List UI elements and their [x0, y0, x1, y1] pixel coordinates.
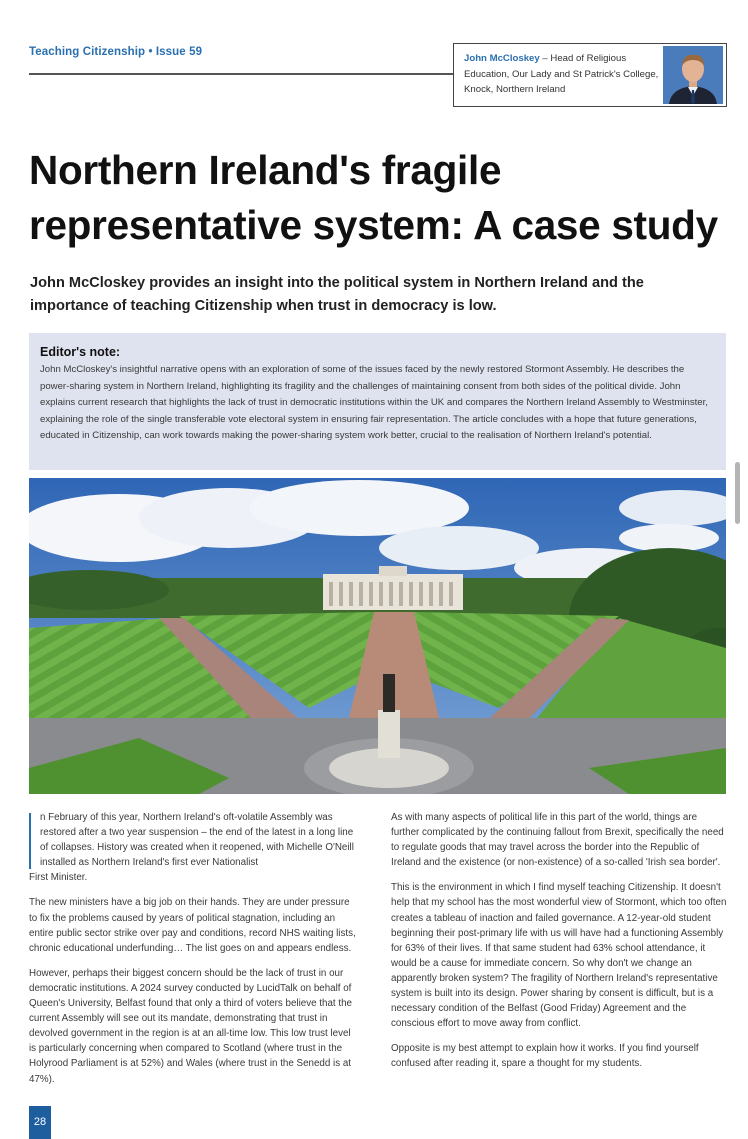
body-paragraph: However, perhaps their biggest concern should be the lack of trust in our democratic institutions. A 2024 survey conducted by LucidTalk on behalf of Queen's University, Belfast found that only a third of voters believe that the current Assembly will see out its mandate, demonstrating that trust in devolved government in the region is at an all-time low. This low trust level is particularly concerning when compared to Scotland (where trust in the Holyrood Parliament is at 52%) and Wales (where trust in the Senedd is at 47%). — [29, 967, 352, 1085]
author-box — [453, 43, 727, 107]
running-head: Teaching Citizenship • Issue 59 — [29, 46, 203, 58]
header-rule — [29, 73, 454, 75]
body-column-right — [391, 810, 727, 1082]
body-paragraph: As with many aspects of political life in this part of the world, things are further complicated by the continuing fallout from Brexit, specifically the need to regulate goods that may travel across the border into the Republic of Ireland and the existence (or non-existence) of a so-called 'Irish sea border'. — [391, 812, 724, 869]
editors-note-body: John McCloskey's insightful narrative opens with an exploration of some of the issues faced by the newly restored Stormont Assembly. He describes the power-sharing system in Northern Ireland, highlighting its fragility and the challenges of maintaining consent from both sides of the political divide. John explains current research that highlights the lack of trust in democratic institutions within the UK and compares the Northern Ireland Assembly to Westminster, explaining the role of the single transferable vote electoral system in ensuring fair representation. The article concludes with a hope that future generations, educated in Citizenship, can work towards making the power-sharing system work better, crucial to the realisation of Northern Ireland's potential. — [40, 364, 708, 441]
lead-tail: First Minister. — [29, 872, 88, 884]
editors-note-title: Editor's note: — [40, 345, 121, 359]
article-standfirst: John McCloskey provides an insight into the political system in Northern Ireland and the importance of teaching Citizenship when trust in democracy is low. — [30, 275, 644, 314]
author-role: – Head of Religious Education, Our Lady and St Patrick's College, Knock, Northern Ireland — [464, 53, 659, 95]
stormont-parliament-buildings-photo-icon — [29, 478, 726, 794]
drop-cap-bar — [29, 813, 31, 869]
body-paragraph: The new ministers have a big job on their hands. They are under pressure to fix the problems caused by years of political stagnation, including an entire public sector strike over pay and conditions, record NHS waiting lists, chronic educational underfunding… The list goes on and appears endless. — [29, 897, 356, 954]
body-paragraph: Opposite is my best attempt to explain how it works. If you find yourself confused after reading it, spare a thought for my students. — [391, 1043, 699, 1070]
body-paragraph: n February of this year, Northern Ireland's oft-volatile Assembly was restored after a two year suspension – the end of the latest in a long line of collapses. History was created when it reopened, with Michelle O'Neill installed as Northern Ireland's first ever Nationalist First Minister. — [29, 812, 354, 884]
body-paragraph: This is the environment in which I find myself teaching Citizenship. It doesn't help that my school has the most wonderful view of Stormont, which too often creates a tableau of inaction and failed governance. A 12-year-old student beginning their post-primary life with us will have had a functioning Assembly for 63% of their lives. If that same student had 63% school attendance, it would be a cause for immediate concern. So why don't we change an apparently broken system? The fragility of Northern Ireland's representative system is built into its design. Power sharing by consent is difficult, but is a necessary condition of the Belfast (Good Friday) Agreement and the conscious effort to move away from conflict. — [391, 882, 727, 1030]
page-number: 28 — [29, 1106, 51, 1139]
body-column-left — [29, 810, 360, 1097]
scrollbar-thumb[interactable] — [735, 462, 740, 524]
editors-note-box — [29, 333, 726, 470]
article-title: Northern Ireland's fragile representative system: A case study — [29, 147, 718, 248]
author-bio — [464, 51, 662, 98]
author-portrait-icon — [663, 46, 723, 104]
author-name: John McCloskey — [464, 53, 540, 64]
